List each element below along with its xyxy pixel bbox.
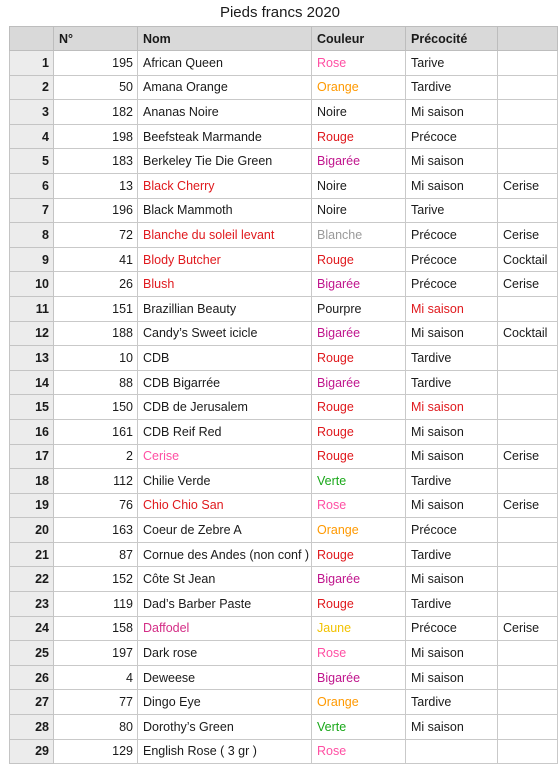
row-number[interactable]: 5 bbox=[10, 149, 54, 174]
cell-nom[interactable]: CDB de Jerusalem bbox=[138, 395, 312, 420]
table-row bbox=[10, 198, 558, 223]
column-header-numero[interactable]: N° bbox=[54, 27, 138, 51]
cell-nom[interactable]: Dingo Eye bbox=[138, 690, 312, 715]
cell-precocite[interactable]: Précoce bbox=[406, 616, 498, 641]
cell-numero[interactable]: 13 bbox=[54, 173, 138, 198]
cell-precocite[interactable]: Mi saison bbox=[406, 641, 498, 666]
cell-precocite[interactable]: Précoce bbox=[406, 272, 498, 297]
cell-couleur[interactable]: Rouge bbox=[312, 444, 406, 469]
cell-precocite[interactable]: Mi saison bbox=[406, 100, 498, 125]
cell-numero[interactable]: 10 bbox=[54, 346, 138, 371]
cell-precocite[interactable] bbox=[406, 739, 498, 764]
table-row bbox=[10, 395, 558, 420]
table-row bbox=[10, 51, 558, 76]
cell-nom[interactable]: Chilie Verde bbox=[138, 469, 312, 494]
cell-type[interactable] bbox=[498, 518, 558, 543]
cell-nom[interactable]: Dad’s Barber Paste bbox=[138, 592, 312, 617]
cell-type[interactable]: Cocktail bbox=[498, 247, 558, 272]
table-row bbox=[10, 419, 558, 444]
table-row bbox=[10, 321, 558, 346]
row-number[interactable]: 13 bbox=[10, 346, 54, 371]
cell-precocite[interactable]: Mi saison bbox=[406, 493, 498, 518]
cell-type[interactable] bbox=[498, 296, 558, 321]
row-number[interactable]: 10 bbox=[10, 272, 54, 297]
table-row bbox=[10, 690, 558, 715]
cell-couleur[interactable]: Rouge bbox=[312, 346, 406, 371]
column-header-nom[interactable]: Nom bbox=[138, 27, 312, 51]
cell-nom[interactable]: Brazillian Beauty bbox=[138, 296, 312, 321]
cell-numero[interactable]: 76 bbox=[54, 493, 138, 518]
row-number[interactable]: 18 bbox=[10, 469, 54, 494]
cell-couleur[interactable]: Rouge bbox=[312, 247, 406, 272]
cell-type[interactable] bbox=[498, 75, 558, 100]
column-header-type[interactable] bbox=[498, 27, 558, 51]
cell-precocite[interactable]: Tardive bbox=[406, 370, 498, 395]
cell-nom[interactable]: Blanche du soleil levant bbox=[138, 223, 312, 248]
table-row bbox=[10, 272, 558, 297]
cell-type[interactable] bbox=[498, 715, 558, 740]
row-number[interactable]: 24 bbox=[10, 616, 54, 641]
cell-couleur[interactable]: Rose bbox=[312, 493, 406, 518]
cell-numero[interactable]: 88 bbox=[54, 370, 138, 395]
row-number[interactable]: 20 bbox=[10, 518, 54, 543]
cell-precocite[interactable]: Tardive bbox=[406, 469, 498, 494]
cell-couleur[interactable]: Rose bbox=[312, 641, 406, 666]
cell-type[interactable] bbox=[498, 641, 558, 666]
cell-numero[interactable]: 163 bbox=[54, 518, 138, 543]
cell-type[interactable] bbox=[498, 592, 558, 617]
row-number[interactable]: 16 bbox=[10, 419, 54, 444]
cell-precocite[interactable]: Mi saison bbox=[406, 567, 498, 592]
cell-couleur[interactable]: Orange bbox=[312, 518, 406, 543]
cell-precocite[interactable]: Tardive bbox=[406, 690, 498, 715]
cell-nom[interactable]: Dorothy’s Green bbox=[138, 715, 312, 740]
row-number[interactable]: 3 bbox=[10, 100, 54, 125]
row-number[interactable]: 12 bbox=[10, 321, 54, 346]
cell-precocite[interactable]: Tardive bbox=[406, 346, 498, 371]
cell-couleur[interactable]: Bigarée bbox=[312, 370, 406, 395]
row-number[interactable]: 25 bbox=[10, 641, 54, 666]
table-row bbox=[10, 739, 558, 764]
cell-numero[interactable]: 77 bbox=[54, 690, 138, 715]
cell-nom[interactable]: Ananas Noire bbox=[138, 100, 312, 125]
cell-type[interactable] bbox=[498, 100, 558, 125]
cell-numero[interactable]: 72 bbox=[54, 223, 138, 248]
table-row bbox=[10, 641, 558, 666]
cell-couleur[interactable]: Rouge bbox=[312, 419, 406, 444]
cell-nom[interactable]: Dark rose bbox=[138, 641, 312, 666]
cell-numero[interactable]: 129 bbox=[54, 739, 138, 764]
cell-couleur[interactable]: Verte bbox=[312, 715, 406, 740]
cell-type[interactable] bbox=[498, 739, 558, 764]
column-header-precocite[interactable]: Précocité bbox=[406, 27, 498, 51]
cell-nom[interactable]: Candy’s Sweet icicle bbox=[138, 321, 312, 346]
row-number[interactable]: 11 bbox=[10, 296, 54, 321]
row-number[interactable]: 7 bbox=[10, 198, 54, 223]
table-row bbox=[10, 173, 558, 198]
cell-type[interactable] bbox=[498, 469, 558, 494]
column-header-couleur[interactable]: Couleur bbox=[312, 27, 406, 51]
cell-precocite[interactable]: Mi saison bbox=[406, 395, 498, 420]
table-row bbox=[10, 75, 558, 100]
cell-nom[interactable]: CDB bbox=[138, 346, 312, 371]
cell-numero[interactable]: 158 bbox=[54, 616, 138, 641]
table-row bbox=[10, 100, 558, 125]
row-number[interactable]: 29 bbox=[10, 739, 54, 764]
cell-couleur[interactable]: Rouge bbox=[312, 542, 406, 567]
cell-numero[interactable]: 26 bbox=[54, 272, 138, 297]
table-row bbox=[10, 592, 558, 617]
cell-precocite[interactable]: Précoce bbox=[406, 247, 498, 272]
spreadsheet-table bbox=[9, 26, 558, 764]
cell-numero[interactable]: 182 bbox=[54, 100, 138, 125]
cell-couleur[interactable]: Bigarée bbox=[312, 149, 406, 174]
cell-type[interactable] bbox=[498, 690, 558, 715]
table-row bbox=[10, 469, 558, 494]
row-number[interactable]: 14 bbox=[10, 370, 54, 395]
row-number[interactable]: 27 bbox=[10, 690, 54, 715]
cell-precocite[interactable]: Mi saison bbox=[406, 665, 498, 690]
cell-nom[interactable]: Beefsteak Marmande bbox=[138, 124, 312, 149]
cell-nom[interactable]: Cornue des Andes (non conf ) bbox=[138, 542, 312, 567]
cell-numero[interactable]: 150 bbox=[54, 395, 138, 420]
table-row bbox=[10, 247, 558, 272]
cell-nom[interactable]: Berkeley Tie Die Green bbox=[138, 149, 312, 174]
cell-numero[interactable]: 4 bbox=[54, 665, 138, 690]
cell-nom[interactable]: Deweese bbox=[138, 665, 312, 690]
cell-type[interactable] bbox=[498, 149, 558, 174]
row-number[interactable]: 22 bbox=[10, 567, 54, 592]
cell-couleur[interactable]: Noire bbox=[312, 100, 406, 125]
table-row bbox=[10, 567, 558, 592]
header-row bbox=[10, 27, 558, 51]
cell-type[interactable]: Cerise bbox=[498, 493, 558, 518]
cell-couleur[interactable]: Rouge bbox=[312, 592, 406, 617]
cell-numero[interactable]: 50 bbox=[54, 75, 138, 100]
cell-couleur[interactable]: Bigarée bbox=[312, 272, 406, 297]
cell-numero[interactable]: 161 bbox=[54, 419, 138, 444]
cell-type[interactable] bbox=[498, 665, 558, 690]
row-number[interactable]: 2 bbox=[10, 75, 54, 100]
cell-precocite[interactable]: Tardive bbox=[406, 592, 498, 617]
cell-numero[interactable]: 151 bbox=[54, 296, 138, 321]
row-number[interactable]: 15 bbox=[10, 395, 54, 420]
cell-type[interactable]: Cerise bbox=[498, 223, 558, 248]
table-row bbox=[10, 370, 558, 395]
cell-precocite[interactable]: Mi saison bbox=[406, 419, 498, 444]
table-row bbox=[10, 493, 558, 518]
cell-type[interactable]: Cocktail bbox=[498, 321, 558, 346]
cell-precocite[interactable]: Mi saison bbox=[406, 715, 498, 740]
cell-numero[interactable]: 80 bbox=[54, 715, 138, 740]
cell-nom[interactable]: Daffodel bbox=[138, 616, 312, 641]
cell-couleur[interactable]: Noire bbox=[312, 173, 406, 198]
cell-couleur[interactable]: Orange bbox=[312, 690, 406, 715]
cell-precocite[interactable]: Tardive bbox=[406, 542, 498, 567]
cell-nom[interactable]: Black Mammoth bbox=[138, 198, 312, 223]
table-row bbox=[10, 444, 558, 469]
cell-nom[interactable]: Cerise bbox=[138, 444, 312, 469]
cell-numero[interactable]: 195 bbox=[54, 51, 138, 76]
cell-type[interactable] bbox=[498, 51, 558, 76]
row-number[interactable]: 21 bbox=[10, 542, 54, 567]
cell-type[interactable]: Cerise bbox=[498, 616, 558, 641]
cell-precocite[interactable]: Mi saison bbox=[406, 149, 498, 174]
cell-type[interactable] bbox=[498, 124, 558, 149]
table-row bbox=[10, 715, 558, 740]
cell-couleur[interactable]: Rouge bbox=[312, 395, 406, 420]
cell-precocite[interactable]: Mi saison bbox=[406, 296, 498, 321]
cell-couleur[interactable]: Bigarée bbox=[312, 567, 406, 592]
cell-couleur[interactable]: Orange bbox=[312, 75, 406, 100]
row-number[interactable]: 6 bbox=[10, 173, 54, 198]
cell-numero[interactable]: 41 bbox=[54, 247, 138, 272]
cell-type[interactable]: Cerise bbox=[498, 272, 558, 297]
cell-numero[interactable]: 152 bbox=[54, 567, 138, 592]
cell-nom[interactable]: African Queen bbox=[138, 51, 312, 76]
cell-couleur[interactable]: Verte bbox=[312, 469, 406, 494]
cell-couleur[interactable]: Noire bbox=[312, 198, 406, 223]
cell-precocite[interactable]: Précoce bbox=[406, 124, 498, 149]
cell-couleur[interactable]: Rouge bbox=[312, 124, 406, 149]
cell-precocite[interactable]: Précoce bbox=[406, 223, 498, 248]
cell-precocite[interactable]: Tarive bbox=[406, 198, 498, 223]
cell-type[interactable] bbox=[498, 567, 558, 592]
cell-couleur[interactable]: Bigarée bbox=[312, 321, 406, 346]
row-number[interactable]: 28 bbox=[10, 715, 54, 740]
cell-numero[interactable]: 188 bbox=[54, 321, 138, 346]
cell-numero[interactable]: 197 bbox=[54, 641, 138, 666]
cell-nom[interactable]: Côte St Jean bbox=[138, 567, 312, 592]
cell-numero[interactable]: 87 bbox=[54, 542, 138, 567]
cell-numero[interactable]: 2 bbox=[54, 444, 138, 469]
cell-numero[interactable]: 119 bbox=[54, 592, 138, 617]
cell-nom[interactable]: Amana Orange bbox=[138, 75, 312, 100]
row-number[interactable]: 17 bbox=[10, 444, 54, 469]
cell-couleur[interactable]: Rose bbox=[312, 739, 406, 764]
cell-nom[interactable]: Chio Chio San bbox=[138, 493, 312, 518]
table-row bbox=[10, 665, 558, 690]
cell-nom[interactable]: Coeur de Zebre A bbox=[138, 518, 312, 543]
cell-nom[interactable]: English Rose ( 3 gr ) bbox=[138, 739, 312, 764]
cell-couleur[interactable]: Rose bbox=[312, 51, 406, 76]
cell-type[interactable] bbox=[498, 395, 558, 420]
cell-couleur[interactable]: Bigarée bbox=[312, 665, 406, 690]
cell-nom[interactable]: Black Cherry bbox=[138, 173, 312, 198]
cell-type[interactable] bbox=[498, 542, 558, 567]
table-row bbox=[10, 542, 558, 567]
table-body bbox=[10, 51, 558, 764]
cell-couleur[interactable]: Blanche bbox=[312, 223, 406, 248]
cell-precocite[interactable]: Mi saison bbox=[406, 321, 498, 346]
cell-type[interactable] bbox=[498, 419, 558, 444]
cell-type[interactable] bbox=[498, 346, 558, 371]
cell-type[interactable]: Cerise bbox=[498, 444, 558, 469]
row-number[interactable]: 1 bbox=[10, 51, 54, 76]
row-number[interactable]: 26 bbox=[10, 665, 54, 690]
row-number[interactable]: 9 bbox=[10, 247, 54, 272]
table-row bbox=[10, 223, 558, 248]
cell-couleur[interactable]: Jaune bbox=[312, 616, 406, 641]
cell-numero[interactable]: 112 bbox=[54, 469, 138, 494]
cell-nom[interactable]: Blush bbox=[138, 272, 312, 297]
cell-numero[interactable]: 196 bbox=[54, 198, 138, 223]
corner-header[interactable] bbox=[10, 27, 54, 51]
row-number[interactable]: 4 bbox=[10, 124, 54, 149]
sheet-title: Pieds francs 2020 bbox=[219, 4, 341, 21]
cell-precocite[interactable]: Précoce bbox=[406, 518, 498, 543]
table-row bbox=[10, 518, 558, 543]
cell-numero[interactable]: 183 bbox=[54, 149, 138, 174]
table-row bbox=[10, 124, 558, 149]
table-row bbox=[10, 149, 558, 174]
cell-type[interactable] bbox=[498, 370, 558, 395]
cell-nom[interactable]: CDB Bigarrée bbox=[138, 370, 312, 395]
cell-couleur[interactable]: Pourpre bbox=[312, 296, 406, 321]
cell-precocite[interactable]: Mi saison bbox=[406, 444, 498, 469]
cell-numero[interactable]: 198 bbox=[54, 124, 138, 149]
row-number[interactable]: 19 bbox=[10, 493, 54, 518]
cell-nom[interactable]: Blody Butcher bbox=[138, 247, 312, 272]
row-number[interactable]: 23 bbox=[10, 592, 54, 617]
cell-precocite[interactable]: Tardive bbox=[406, 75, 498, 100]
cell-precocite[interactable]: Tarive bbox=[406, 51, 498, 76]
cell-type[interactable]: Cerise bbox=[498, 173, 558, 198]
cell-type[interactable] bbox=[498, 198, 558, 223]
table-row bbox=[10, 296, 558, 321]
cell-precocite[interactable]: Mi saison bbox=[406, 173, 498, 198]
row-number[interactable]: 8 bbox=[10, 223, 54, 248]
table-row bbox=[10, 346, 558, 371]
table-row bbox=[10, 616, 558, 641]
cell-nom[interactable]: CDB Reif Red bbox=[138, 419, 312, 444]
